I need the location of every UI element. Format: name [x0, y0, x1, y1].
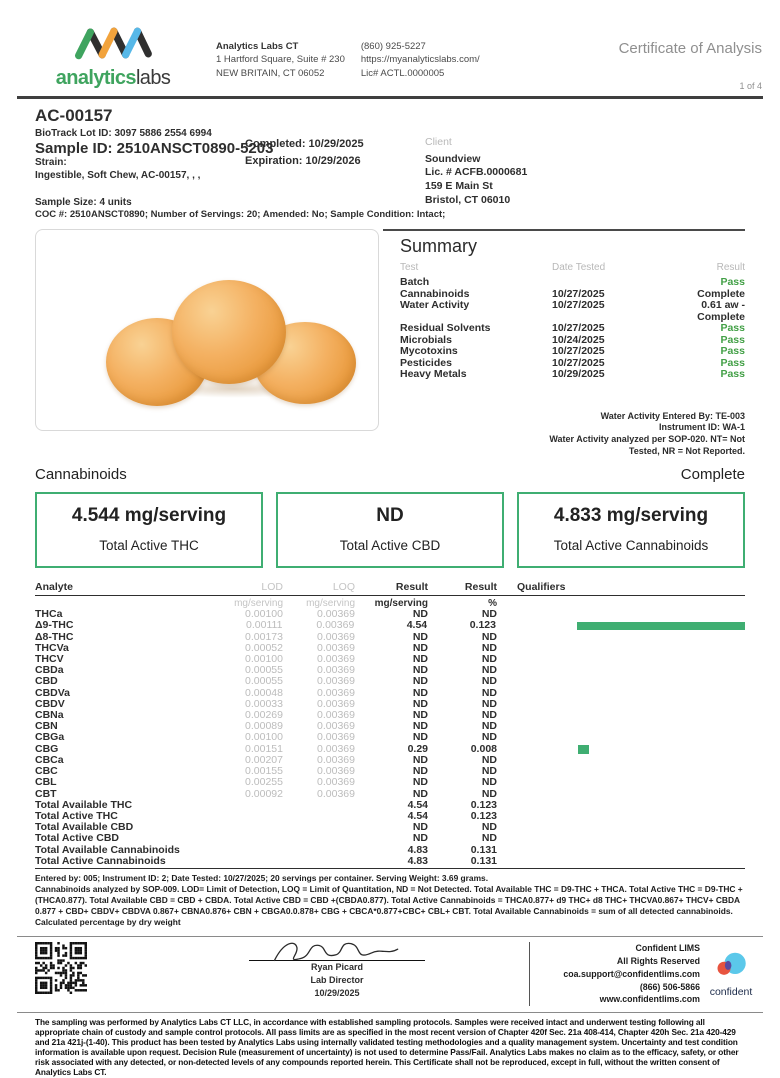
confident-lims-block	[529, 942, 762, 1006]
lab-website-link[interactable]: https://myanalyticslabs.com/	[360, 54, 480, 66]
analyte-result-mg: ND	[412, 686, 428, 699]
summary-result: 0.61 aw - Complete	[697, 299, 745, 323]
total-active-thc-value: 4.544 mg/serving	[71, 505, 227, 527]
analyte-loq: 0.00369	[317, 709, 355, 722]
summary-result: Pass	[720, 356, 745, 369]
analyte-row	[35, 632, 745, 643]
analyte-rows	[35, 609, 745, 867]
analyte-result-pct: ND	[481, 675, 497, 688]
qr-code	[35, 942, 87, 994]
page-number: 1 of 4	[739, 81, 762, 91]
summary-date: 10/24/2025	[552, 333, 605, 346]
summary-header-row	[400, 262, 745, 273]
summary-col-date: Date Tested	[552, 262, 606, 273]
signature-date: 10/29/2025	[314, 987, 360, 998]
analyte-qualifiers	[497, 800, 745, 811]
summary-date: 10/27/2025	[552, 299, 605, 311]
summary-result: Pass	[720, 322, 745, 334]
coc-line: COC #: 2510ANSCT0890; Number of Servings: 20; Amended: No; Sample Condition: Intact;	[35, 209, 446, 220]
summary-result: Pass	[720, 368, 745, 380]
analyte-result-pct: ND	[481, 765, 497, 778]
analyte-result-mg: ND	[412, 630, 428, 643]
analyte-lod: 0.00155	[245, 765, 283, 778]
client-address1: 159 E Main St	[425, 179, 493, 192]
analyte-result-mg: ND	[412, 664, 428, 677]
analyte-row	[35, 766, 745, 777]
logo-text-labs: labs	[135, 67, 171, 89]
summary-title: Summary	[400, 236, 478, 256]
unit-result-mg: mg/serving	[374, 598, 428, 610]
analyte-qualifiers	[496, 620, 745, 631]
confident-logo-text: confident	[709, 986, 753, 999]
analytics-labs-logo	[38, 24, 188, 88]
analyte-result-pct: ND	[481, 641, 497, 654]
analyte-result-pct: ND	[481, 720, 497, 733]
analyte-result-mg: ND	[412, 832, 428, 845]
summary-row	[400, 300, 745, 323]
sample-heading: AC-00157	[35, 106, 113, 125]
summary-test: Microbials	[400, 333, 452, 346]
analyte-qualifiers	[497, 789, 745, 800]
lab-address-line1: 1 Hartford Square, Suite # 230	[216, 54, 345, 66]
analyte-qualifiers	[497, 643, 745, 654]
cannabinoids-section-header	[0, 466, 780, 483]
analyte-qualifiers	[497, 699, 745, 710]
analyte-table-header	[35, 581, 745, 596]
analyte-result-mg: ND	[412, 641, 428, 654]
analyte-row	[35, 777, 745, 788]
total-active-thc-box	[35, 492, 263, 568]
summary-test: Cannabinoids	[400, 287, 470, 300]
sample-size: Sample Size: 4 units	[35, 197, 132, 208]
analyte-qualifiers	[497, 654, 745, 665]
total-active-cbd-label: Total Active CBD	[339, 538, 441, 554]
total-row	[35, 800, 745, 811]
analyte-name: CBC	[35, 765, 58, 778]
summary-date: 10/27/2025	[552, 287, 605, 300]
analyte-lod: 0.00151	[245, 742, 283, 755]
biotrack-lot-id: BioTrack Lot ID: 3097 5886 2554 6994	[35, 128, 212, 139]
wa-note-line3: Water Activity analyzed per SOP-020. NT= Not	[549, 433, 745, 444]
confident-email-link[interactable]: coa.support@confidentlims.com	[563, 968, 700, 979]
analyte-result-mg: ND	[412, 753, 428, 766]
analyte-result-pct: 0.123	[470, 798, 497, 811]
analyte-result-pct: ND	[481, 664, 497, 677]
logo-text-analytics: analytics	[55, 67, 136, 89]
analyte-lod: 0.00092	[245, 787, 283, 800]
analyte-loq: 0.00369	[317, 675, 355, 688]
water-activity-notes	[400, 411, 745, 458]
summary-test: Residual Solvents	[400, 322, 491, 334]
analyte-qualifiers	[497, 822, 745, 833]
lab-phone: (860) 925-5227	[360, 41, 426, 52]
analyte-lod: 0.00111	[246, 619, 283, 632]
analyte-lod	[185, 811, 283, 822]
analyte-result-pct: 0.123	[469, 619, 496, 632]
analyte-qualifiers	[497, 688, 745, 699]
client-license: Lic. # ACFB.0000681	[425, 166, 528, 179]
analyte-qualifiers	[497, 710, 745, 721]
analyte-row	[35, 620, 745, 631]
summary-date: 10/27/2025	[552, 322, 605, 334]
product-description: Ingestible, Soft Chew, AC-00157, , ,	[35, 169, 201, 181]
analyte-result-mg: ND	[412, 720, 428, 733]
summary-row	[400, 369, 745, 381]
analyte-row	[35, 654, 745, 665]
analyte-result-pct: ND	[481, 686, 497, 699]
analyte-row	[35, 609, 745, 620]
analyte-lod: 0.00100	[245, 731, 283, 744]
document-title: Certificate of Analysis	[618, 40, 762, 57]
analyte-qualifiers	[497, 755, 745, 766]
expiration-date: Expiration: 10/29/2026	[245, 154, 361, 167]
analyte-name: CBDa	[35, 664, 64, 677]
analyte-table	[0, 581, 780, 867]
analyte-result-mg: 4.83	[407, 843, 428, 856]
client-label: Client	[425, 136, 452, 148]
analyte-name: CBDV	[35, 697, 65, 710]
confident-logo	[700, 942, 762, 1006]
summary-date: 10/27/2025	[552, 356, 605, 369]
summary-rows	[400, 277, 745, 381]
entered-by-line: Entered by: 005; Instrument ID: 2; Date Tested: 10/27/2025; 20 servings per container. Serving Weight: 3.69 grams.	[35, 872, 489, 883]
analyte-result-pct: ND	[481, 709, 497, 722]
analyte-loq: 0.00369	[317, 686, 355, 699]
unit-lod: mg/serving	[234, 598, 283, 610]
analyte-lod	[185, 833, 283, 844]
summary-date	[552, 277, 670, 289]
analyte-row	[35, 699, 745, 710]
analyte-lod: 0.00100	[245, 653, 283, 666]
analyte-loq: 0.00369	[317, 742, 355, 755]
analyte-name: CBNa	[35, 709, 64, 722]
analyte-loq: 0.00369	[317, 641, 355, 654]
analyte-qualifiers	[497, 845, 745, 856]
analyte-result-mg: 4.54	[406, 619, 428, 632]
confident-contact	[542, 942, 700, 1006]
analyte-loq: 0.00369	[317, 653, 355, 666]
wa-note-line1: Water Activity Entered By: TE-003	[600, 410, 745, 421]
analyte-lod: 0.00052	[245, 641, 283, 654]
analyte-result-mg: ND	[412, 787, 428, 800]
analyte-name: Total Active THC	[35, 809, 118, 822]
analyte-row	[35, 721, 745, 732]
analyte-loq	[283, 856, 355, 867]
analyte-result-mg: ND	[412, 608, 428, 621]
summary-test: Pesticides	[400, 356, 452, 369]
total-row	[35, 856, 745, 867]
analyte-result-pct: 0.008	[470, 742, 497, 755]
analyte-lod: 0.00055	[245, 664, 283, 677]
confident-rights: All Rights Reserved	[616, 956, 700, 967]
analyte-lod: 0.00173	[245, 630, 283, 643]
analyte-result-mg: ND	[412, 675, 428, 688]
document-title-block	[619, 24, 762, 91]
analyte-loq: 0.00369	[317, 753, 355, 766]
analyte-name: Total Available Cannabinoids	[35, 843, 180, 856]
analyte-row	[35, 732, 745, 743]
analyte-row	[35, 744, 745, 755]
analyte-lod	[185, 822, 283, 833]
analyte-loq	[283, 800, 355, 811]
summary-result: Pass	[720, 333, 745, 346]
soft-chew-center	[172, 280, 286, 384]
analyte-row	[35, 710, 745, 721]
analyte-name: CBDVa	[35, 686, 71, 699]
summary-date: 10/29/2025	[552, 368, 605, 380]
dates-block	[245, 136, 364, 169]
analyte-name: CBGa	[35, 731, 65, 744]
analyte-name: CBT	[35, 787, 57, 800]
analyte-name: THCVa	[35, 641, 69, 654]
total-row	[35, 833, 745, 844]
col-analyte: Analyte	[35, 581, 73, 594]
summary-test: Batch	[400, 276, 430, 288]
wa-note-line2: Instrument ID: WA-1	[658, 422, 745, 433]
analyte-loq: 0.00369	[317, 720, 355, 733]
analyte-row	[35, 688, 745, 699]
analyte-result-pct: 0.131	[470, 854, 497, 867]
analyte-name: THCV	[35, 653, 64, 666]
summary-test: Heavy Metals	[400, 368, 467, 380]
col-loq: LOQ	[332, 581, 355, 594]
col-result-pct: Result	[464, 581, 497, 594]
analyte-loq: 0.00369	[317, 776, 355, 789]
analyte-qualifiers	[497, 665, 745, 676]
analyte-result-mg: 0.29	[407, 742, 428, 755]
confident-logo-icon	[713, 950, 749, 980]
analyte-result-mg: 4.54	[407, 809, 428, 822]
unit-result-pct: %	[488, 598, 497, 610]
client-address2: Bristol, CT 06010	[425, 193, 511, 206]
method-notes	[0, 869, 780, 928]
summary-col-test: Test	[400, 262, 419, 273]
product-photo	[35, 229, 379, 431]
analyte-name: CBD	[35, 675, 58, 688]
analyte-result-pct: ND	[481, 630, 497, 643]
analyte-result-mg: ND	[412, 776, 428, 789]
analyte-result-pct: ND	[481, 787, 497, 800]
total-active-cannabinoids-box	[517, 492, 745, 568]
analyte-result-pct: 0.123	[470, 809, 497, 822]
analyte-qualifiers	[497, 676, 745, 687]
analyte-lod: 0.00269	[245, 709, 283, 722]
analyte-lod: 0.00033	[245, 697, 283, 710]
analyte-row	[35, 676, 745, 687]
analyte-qualifiers	[497, 732, 745, 743]
analyte-result-pct: ND	[481, 731, 497, 744]
analyte-qualifiers	[497, 632, 745, 643]
analyte-lod: 0.00100	[245, 608, 283, 621]
total-active-cannabinoids-value: 4.833 mg/serving	[553, 505, 709, 527]
cannabinoids-label: Cannabinoids	[35, 466, 127, 484]
analyte-row	[35, 789, 745, 800]
analyte-name: CBG	[35, 742, 59, 755]
analyte-loq: 0.00369	[317, 787, 355, 800]
analyte-result-pct: ND	[481, 753, 497, 766]
analyte-row	[35, 643, 745, 654]
analyte-result-pct: ND	[481, 608, 497, 621]
strain-label: Strain:	[35, 157, 67, 168]
lab-address-line2: NEW BRITAIN, CT 06052	[216, 67, 325, 79]
analyte-loq	[283, 833, 355, 844]
analyte-loq: 0.00369	[317, 664, 355, 677]
analyte-qualifiers	[497, 811, 745, 822]
analyte-row	[35, 665, 745, 676]
analyte-result-mg: ND	[412, 653, 428, 666]
analyte-lod: 0.00255	[245, 776, 283, 789]
lab-contact-block	[361, 24, 480, 80]
lab-name: Analytics Labs CT	[216, 41, 299, 52]
analyte-lod: 0.00048	[245, 686, 283, 699]
lab-license: Lic# ACTL.0000005	[360, 67, 445, 79]
logo-zigzag-icon	[69, 24, 157, 62]
analyte-qualifiers	[497, 744, 745, 755]
total-row	[35, 822, 745, 833]
total-active-thc-label: Total Active THC	[99, 538, 199, 554]
analyte-result-mg: ND	[412, 709, 428, 722]
total-active-cannabinoids-label: Total Active Cannabinoids	[553, 538, 709, 554]
analyte-name: CBCa	[35, 753, 64, 766]
col-result-mg: Result	[395, 581, 428, 594]
summary-row	[400, 323, 745, 335]
analyte-name: Total Available CBD	[35, 821, 134, 834]
summary-result: Complete	[697, 287, 745, 300]
wa-note-line4: Tested, NR = Not Reported.	[628, 445, 745, 456]
confident-name: Confident LIMS	[635, 943, 700, 954]
analyte-loq	[283, 811, 355, 822]
signature-block	[237, 942, 437, 999]
analyte-qualifiers	[497, 833, 745, 844]
analyte-loq: 0.00369	[316, 619, 355, 632]
analyte-row	[35, 755, 745, 766]
analyte-lod: 0.00089	[245, 720, 283, 733]
analyte-loq: 0.00369	[317, 608, 355, 621]
cannabinoid-summary-boxes	[0, 492, 780, 568]
confident-phone: (866) 506-5866	[639, 981, 700, 992]
analyte-name: THCa	[35, 608, 63, 621]
photo-summary-row	[0, 229, 780, 457]
sample-id: Sample ID: 2510ANSCT0890-5203	[35, 140, 274, 157]
result-bar	[577, 622, 745, 631]
analyte-name: Total Available THC	[35, 798, 133, 811]
analyte-result-pct: ND	[481, 776, 497, 789]
confident-website-link[interactable]: www.confidentlims.com	[599, 994, 700, 1005]
analyte-qualifiers	[497, 777, 745, 788]
client-name: Soundview	[425, 152, 481, 165]
report-header	[0, 0, 780, 91]
analyte-result-mg: 4.83	[407, 854, 428, 867]
analyte-name: Total Active CBD	[35, 832, 120, 845]
analyte-result-mg: ND	[412, 821, 428, 834]
analyte-result-pct: ND	[481, 697, 497, 710]
analyte-loq	[283, 822, 355, 833]
analyte-result-pct: ND	[481, 653, 497, 666]
completed-date: Completed: 10/29/2025	[245, 138, 364, 150]
analyte-loq: 0.00369	[317, 731, 355, 744]
result-bar	[578, 745, 589, 754]
analyte-result-mg: 4.54	[407, 798, 428, 811]
analyte-loq: 0.00369	[317, 630, 355, 643]
method-text: Cannabinoids analyzed by SOP-009. LOD= Limit of Detection, LOQ = Limit of Quantitation, ND = Not Detected. Total Available THC = D9-THC + THCA. Total Active THC = D9-THC + (THCA0.877). Total Available CBD = CBD + CBDA. Total Active CBD = CBD +(CBDA0.877). Total Active Cannabinoids = THCA0.877+ d9 THC+ d8 THC+ THCVA0.867+ THCV+ CBDA 0.877 + CBD+ CBDV+ CBDVA 0.867+ CBNA0.876+ CBN + CBGA0.0.878+ CBG + CBCA*0.877+CBC+ CBL+ CBT. Total Available Cannabinoids = sum of all detected cannabinoids. Calculated percentage by dry weight	[35, 884, 743, 928]
analyte-name: Δ9-THC	[35, 619, 74, 632]
analyte-lod	[185, 800, 283, 811]
total-active-cbd-box	[276, 492, 504, 568]
analyte-qualifiers	[497, 609, 745, 620]
total-row	[35, 811, 745, 822]
analyte-loq	[283, 845, 355, 856]
cannabinoids-status: Complete	[680, 466, 745, 484]
summary-col-result: Result	[716, 262, 745, 273]
logo-wordmark	[38, 68, 188, 88]
analyte-name: Total Active Cannabinoids	[35, 854, 166, 867]
total-active-cbd-value: ND	[376, 505, 404, 527]
summary-test: Mycotoxins	[400, 345, 458, 357]
col-qualifiers: Qualifiers	[517, 581, 566, 594]
analyte-loq: 0.00369	[317, 765, 355, 778]
legal-disclaimer: The sampling was performed by Analytics Labs CT LLC, in accordance with established sampling protocols. Samples were received intact and underwent testing following all appropriate chain of custody and sample control protocols. All pass limits are as specified in the most recent version of Chapter 420f Sec. 21a 408-414, Chapter 420h Sec. 21a 420-429 and 21a 421j-(1-40). This product has been tested by Analytics Labs using internally validated testing methodologies and a quality management system. Uncertainty and test condition information is available upon request. Decision Rule (measurement of uncertainty) is not used to determine Pass/Fail. Analytics Labs makes no claim as to the efficacy, safety, or other risk associated with any detected, or non-detected levels of any compounds reported herein. This Certificate shall not be reproduced, except in full, without the written consent of Analytics Labs CT.	[35, 1017, 739, 1078]
signer-role: Lab Director	[310, 975, 364, 986]
analyte-qualifiers	[497, 766, 745, 777]
summary-test: Water Activity	[400, 299, 470, 311]
signer-name: Ryan Picard	[310, 962, 364, 973]
unit-loq: mg/serving	[306, 598, 355, 610]
summary-result: Pass	[720, 345, 745, 357]
analyte-name: Δ8-THC	[35, 630, 74, 643]
signature-row	[0, 937, 780, 1004]
summary-result: Pass	[720, 276, 745, 288]
analyte-result-mg: ND	[412, 765, 428, 778]
analyte-result-mg: ND	[412, 731, 428, 744]
analyte-result-mg: ND	[412, 697, 428, 710]
analyte-lod: 0.00207	[245, 753, 283, 766]
summary-section	[383, 229, 745, 457]
analyte-result-pct: ND	[481, 832, 497, 845]
analyte-lod	[185, 856, 283, 867]
analyte-qualifiers	[497, 721, 745, 732]
lab-address-block	[216, 24, 345, 80]
summary-row	[400, 346, 745, 358]
analyte-lod: 0.00055	[245, 675, 283, 688]
analyte-name: CBL	[35, 776, 57, 789]
signature-line	[249, 960, 425, 961]
analyte-result-pct: ND	[481, 821, 497, 834]
analyte-qualifiers	[497, 856, 745, 867]
col-lod: LOD	[261, 581, 283, 594]
analyte-units-row	[35, 598, 745, 609]
sample-info-section	[0, 99, 780, 220]
analyte-name: CBN	[35, 720, 58, 733]
summary-date: 10/27/2025	[552, 345, 605, 357]
analyte-loq: 0.00369	[317, 697, 355, 710]
summary-row	[400, 277, 745, 289]
analyte-result-pct: 0.131	[470, 843, 497, 856]
analyte-lod	[185, 845, 283, 856]
client-block	[425, 136, 527, 207]
